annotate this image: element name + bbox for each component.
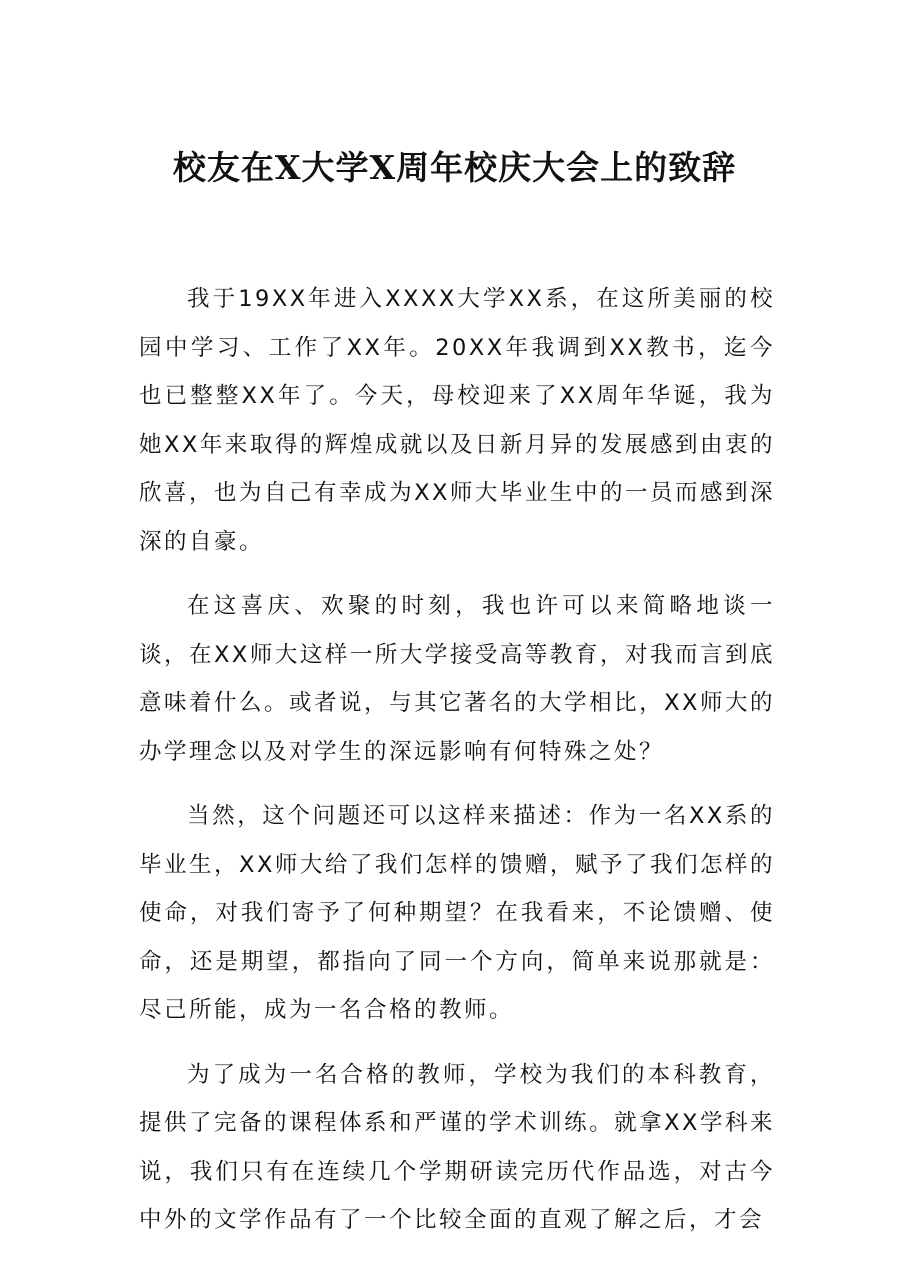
paragraph-3: 当然，这个问题还可以这样来描述：作为一名XX系的毕业生，XX师大给了我们怎样的馈赠，赋予了我们怎样的使命，对我们寄予了何种期望？在我看来，不论馈赠、使命，还是期望，都指向了同一个方向，简单来说那就是：尽己所能，成为一名合格的教师。 — [139, 803, 775, 1023]
paragraph-1: 我于19XX年进入XXXX大学XX系，在这所美丽的校园中学习、工作了XX年。20XX年我调到XX教书，迄今也已整整XX年了。今天，母校迎来了XX周年华诞，我为她XX年来取得的辉煌成就以及日新月异的发展感到由衷的欣喜，也为自己有幸成为XX师大毕业生中的一员而感到深深的自豪。 — [139, 286, 775, 555]
document-title: 校友在X大学X周年校庆大会上的致辞 — [172, 148, 737, 187]
paragraph-4: 为了成为一名合格的教师，学校为我们的本科教育，提供了完备的课程体系和严谨的学术训练。就拿XX学科来说，我们只有在连续几个学期研读完历代作品选，对古今中外的文学作品有了一个比较全面的直观了解之后，才会 — [139, 1061, 775, 1233]
document-body — [139, 275, 775, 1261]
paragraph-2: 在这喜庆、欢聚的时刻，我也许可以来简略地谈一谈，在XX师大这样一所大学接受高等教育，对我而言到底意味着什么。或者说，与其它著名的大学相比，XX师大的办学理念以及对学生的深远影响有何特殊之处？ — [139, 593, 775, 765]
